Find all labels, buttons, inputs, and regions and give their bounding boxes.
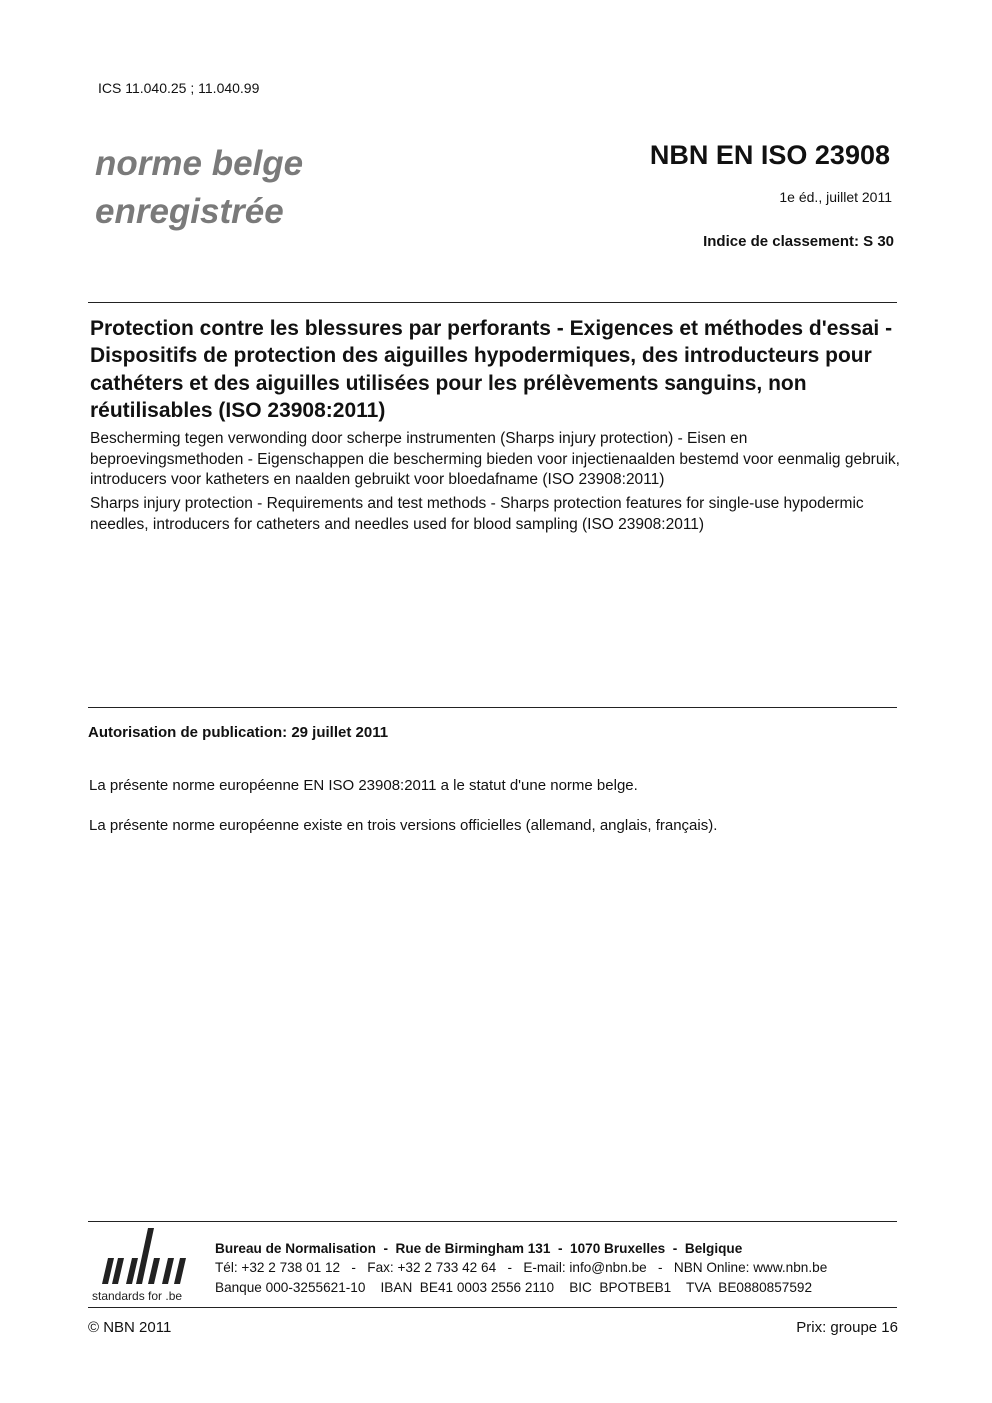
price-group: Prix: groupe 16 <box>796 1319 898 1336</box>
title-dutch: Bescherming tegen verwonding door scherpe instrumenten (Sharps injury protection) - Eisen en beproevingsmethoden - Eigenschappen die bescherming bieden voor injectienaalden bestemd voor eenmalig gebruik, introducers voor katheters en naalden gebruikt voor bloedafname (ISO 23908:2011) <box>90 430 900 488</box>
edition: 1e éd., juillet 2011 <box>779 189 892 205</box>
norme-line1: norme belge <box>95 144 304 183</box>
divider <box>88 707 897 708</box>
footer-address: Bureau de Normalisation - Rue de Birmingham 131 - 1070 Bruxelles - Belgique <box>215 1241 743 1256</box>
status-paragraph: La présente norme européenne EN ISO 23908:2011 a le statut d'une norme belge. <box>89 777 638 794</box>
copyright: © NBN 2011 <box>88 1319 172 1336</box>
standard-number: NBN EN ISO 23908 <box>649 140 890 170</box>
norme-label <box>95 140 303 236</box>
divider <box>88 1221 897 1222</box>
versions-paragraph: La présente norme européenne existe en trois versions officielles (allemand, anglais, français). <box>89 817 718 834</box>
footer-contact: Tél: +32 2 738 01 12 - Fax: +32 2 733 42 64 - E-mail: info@nbn.be - NBN Online: www.nbn.be <box>215 1260 828 1275</box>
classification-index: Indice de classement: S 30 <box>703 233 894 250</box>
footer-bank: Banque 000-3255621-10 IBAN BE41 0003 2556 2110 BIC BPOTBEB1 TVA BE0880857592 <box>215 1280 813 1295</box>
publication-authorisation: Autorisation de publication: 29 juillet 2011 <box>88 724 389 741</box>
title-english: Sharps injury protection - Requirements and test methods - Sharps protection features for single-use hypodermic needles, introducers for catheters and needles used for blood sampling (ISO 23908:2011) <box>90 495 864 533</box>
nbn-logo <box>92 1228 202 1304</box>
divider <box>88 302 897 303</box>
norme-line2: enregistrée <box>95 192 284 231</box>
logo-tagline: standards for .be <box>92 1289 183 1303</box>
ics-codes: ICS 11.040.25 ; 11.040.99 <box>98 80 260 96</box>
title-french: Protection contre les blessures par perforants - Exigences et méthodes d'essai - Dispositifs de protection des aiguilles hypodermiques, des introducteurs pour cathéters et des aiguilles utilisées pour les prélèvements sanguins, non réutilisables (ISO 23908:2011) <box>90 317 893 422</box>
divider <box>88 1307 897 1308</box>
